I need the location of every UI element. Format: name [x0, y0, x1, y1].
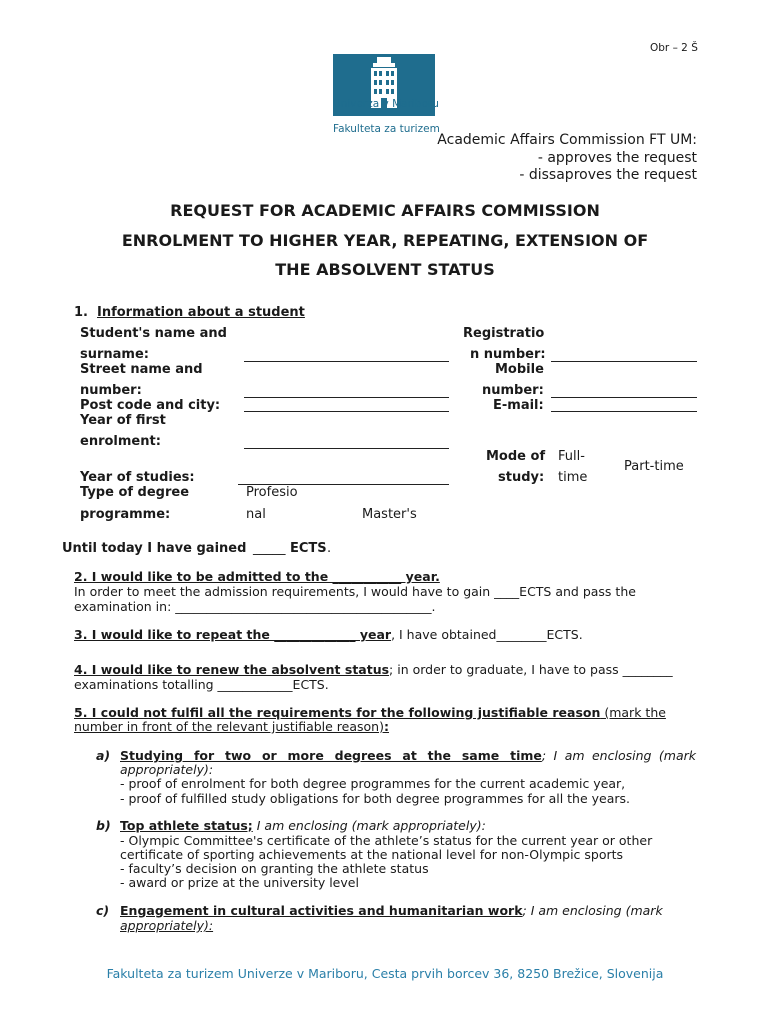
section4-text-2: examinations totalling ____________ECTS.: [74, 677, 329, 692]
section3-text: , I have obtained________ECTS.: [391, 627, 583, 642]
reason-a-item-2: - proof of fulfilled study obligations for both degree programmes for all the years.: [120, 791, 631, 806]
reason-b-item-1: - Olympic Committee's certificate of the athlete’s status for the current year or other: [120, 833, 653, 848]
reason-c-line: [120, 903, 663, 918]
section4-text-1: ; in order to graduate, I have to pass ________: [389, 662, 673, 677]
section2-text-1: In order to meet the admission requirements, I would have to gain ____ECTS and pass the: [74, 584, 636, 599]
mode-label-1: Mode of: [486, 449, 546, 464]
section4-heading: 4. I would like to renew the absolvent status: [74, 662, 390, 677]
disapproves-option[interactable]: - dissaproves the request: [519, 167, 697, 183]
page-title-line-2: ENROLMENT TO HIGHER YEAR, REPEATING, EXTENSION OF: [121, 231, 649, 250]
post-field[interactable]: [244, 411, 449, 412]
email-field[interactable]: [551, 411, 697, 412]
section5-line-1: [74, 705, 666, 720]
gained-dot: .: [327, 541, 332, 556]
reason-a-rest: ; I am enclosing (mark: [541, 748, 696, 763]
reason-a-rest-2: appropriately):: [120, 762, 214, 777]
mode-option-part[interactable]: Part-time: [624, 459, 684, 474]
degree-option-masters[interactable]: Master's: [362, 507, 417, 522]
form-code: Obr – 2 Š: [650, 42, 698, 54]
year-first-field[interactable]: [244, 448, 449, 449]
section5-text-1: (mark the: [600, 705, 666, 720]
section2-text-2: examination in: _________________________________________.: [74, 599, 436, 614]
mobile-label-2: number:: [482, 383, 544, 398]
reason-c-heading: Engagement in cultural activities and humanitarian work: [120, 903, 523, 918]
mode-option-full-1[interactable]: Full-: [558, 449, 585, 464]
mobile-field[interactable]: [551, 397, 697, 398]
reg-label-2: n number:: [470, 347, 546, 362]
section2-heading: 2. I would like to be admitted to the ___________ year.: [74, 569, 440, 584]
section5-line-2: [74, 719, 389, 734]
degree-option-professional-1[interactable]: Profesio: [246, 485, 298, 500]
reason-b-item-3: - award or prize at the university level: [120, 875, 359, 890]
approves-option[interactable]: - approves the request: [537, 150, 697, 166]
section3-line: [74, 627, 583, 642]
reason-b-item-2: - faculty’s decision on granting the athlete status: [120, 861, 429, 876]
gained-blank[interactable]: _____: [253, 541, 286, 556]
reason-c-rest: ; I am enclosing (mark: [522, 903, 663, 918]
section5-text-2: number in front of the relevant justifiable reason): [74, 719, 384, 734]
section5-heading: 5. I could not fulfil all the requirements for the following justifiable reason: [74, 705, 601, 720]
reason-b-line: [120, 818, 486, 833]
mode-label-2: study:: [498, 470, 545, 485]
year-studies-label: Year of studies:: [80, 470, 195, 485]
street-label-2: number:: [80, 383, 142, 398]
email-label: E-mail:: [493, 398, 544, 413]
logo-university-name: Univerza v Mariboru: [333, 98, 439, 110]
reason-b-heading: Top athlete status;: [120, 818, 253, 833]
reason-b-item-1b: certificate of sporting achievements at the national level for non-Olympic sports: [120, 847, 624, 862]
section1-number: 1.: [74, 305, 88, 320]
section4-line: [74, 662, 673, 677]
degree-label-1: Type of degree: [80, 485, 190, 500]
section3-heading: 3. I would like to repeat the _____________ year: [74, 627, 392, 642]
logo-faculty-name: Fakulteta za turizem: [333, 123, 440, 135]
section1-heading: Information about a student: [97, 305, 305, 320]
year-first-label-1: Year of first: [80, 413, 166, 428]
reason-b-label[interactable]: b): [96, 818, 111, 833]
reason-c-label[interactable]: c): [96, 903, 110, 918]
gained-prefix: Until today I have gained: [62, 541, 247, 556]
reason-a-line: [120, 748, 696, 763]
reason-a-label[interactable]: a): [96, 748, 111, 763]
footer-address: Fakulteta za turizem Univerze v Mariboru, Cesta prvih borcev 36, 8250 Brežice, Slovenija: [106, 966, 664, 981]
name-label-2: surname:: [80, 347, 149, 362]
name-label-1: Student's name and: [80, 326, 227, 341]
page-title-line-3: THE ABSOLVENT STATUS: [275, 260, 495, 279]
degree-option-professional-2[interactable]: nal: [246, 507, 266, 522]
section5-text-2-end: :: [383, 719, 389, 734]
reason-a-item-1: - proof of enrolment for both degree programmes for the current academic year,: [120, 776, 626, 791]
reason-c-rest-2: appropriately):: [120, 918, 214, 933]
commission-title: Academic Affairs Commission FT UM:: [437, 132, 697, 148]
reg-label-1: Registratio: [463, 326, 545, 341]
year-first-label-2: enrolment:: [80, 434, 161, 449]
gained-suffix: ECTS: [290, 541, 327, 556]
mode-option-full-2[interactable]: time: [558, 470, 588, 485]
reason-a-heading: Studying for two or more degrees at the same time: [120, 748, 542, 763]
reason-b-rest: I am enclosing (mark appropriately):: [252, 818, 486, 833]
street-label-1: Street name and: [80, 362, 203, 377]
street-field[interactable]: [244, 397, 449, 398]
name-field[interactable]: [244, 361, 449, 362]
mobile-label-1: Mobile: [495, 362, 544, 377]
degree-label-2: programme:: [80, 507, 171, 522]
registration-number-field[interactable]: [551, 361, 697, 362]
page-title-line-1: REQUEST FOR ACADEMIC AFFAIRS COMMISSION: [170, 201, 600, 220]
post-label: Post code and city:: [80, 398, 221, 413]
